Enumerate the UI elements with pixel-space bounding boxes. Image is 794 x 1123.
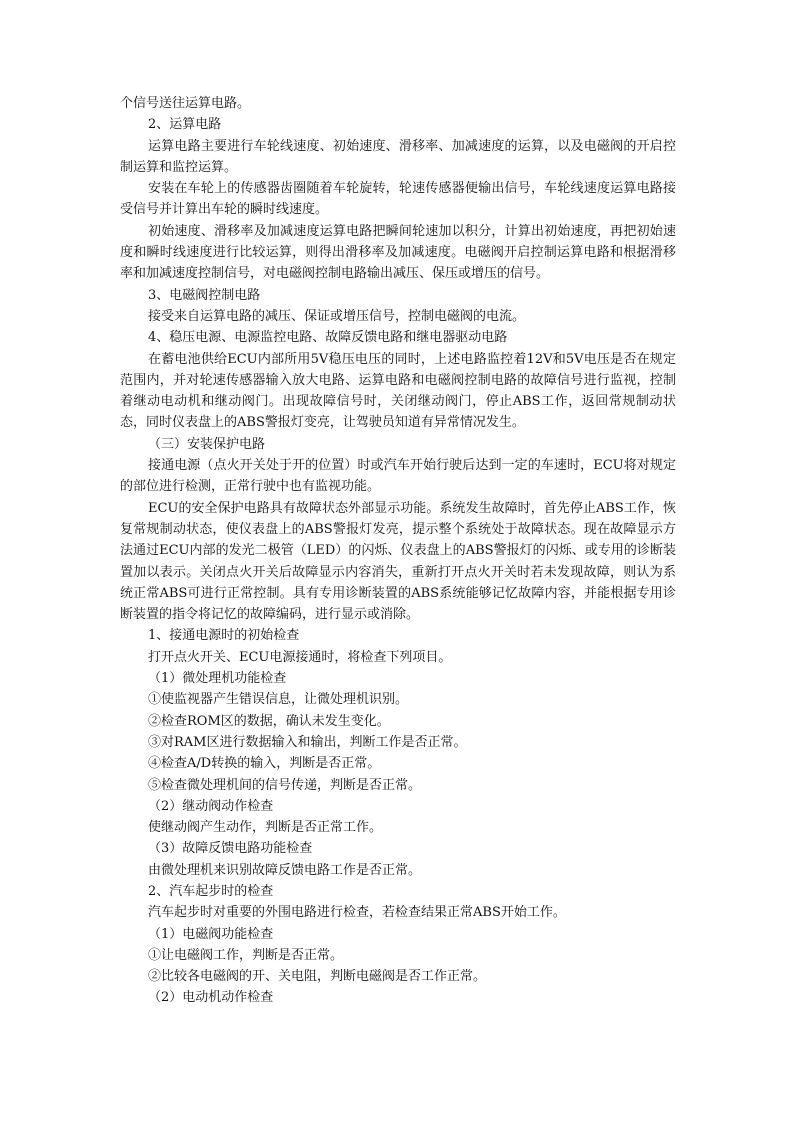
section-heading: （三）安装保护电路 [148,436,266,452]
subsection-heading: （3）故障反馈电路功能检查 [148,841,313,857]
paragraph: 由微处理机来识别故障反馈电路工作是否正常。 [148,862,422,878]
list-item: ①让电磁阀工作，判断是否正常。 [148,947,344,963]
section-heading: 2、汽车起步时的检查 [148,883,274,899]
section-heading: 1、接通电源时的初始检查 [148,628,300,644]
paragraph: 运算电路主要进行车轮线速度、初始速度、滑移率、加减速度的运算，以及电磁阀的开启控制运算和监控运算。 [120,138,676,175]
section-heading: 3、电磁阀控制电路 [148,287,261,303]
list-item: ②检查ROM区的数据，确认未发生变化。 [148,713,390,729]
paragraph: 汽车起步时对重要的外围电路进行检查，若检查结果正常ABS开始工作。 [148,905,566,921]
paragraph: 初始速度、滑移率及加减速度运算电路把瞬间轮速加以积分，计算出初始速度，再把初始速度和瞬时线速度进行比较运算，则得出滑移率及加减速度。电磁阀开启控制运算电路和根据滑移率和加减速度控制信号，对电磁阀控制电路输出减压、保压或增压的信号。 [120,223,676,282]
paragraph: ECU的安全保护电路具有故障状态外部显示功能。系统发生故障时，首先停止ABS工作，恢复常规制动状态，使仪表盘上的ABS警报灯发亮，提示整个系统处于故障状态。现在故障显示方法通过ECU内部的发光二极管（LED）的闪烁、仪表盘上的ABS警报灯的闪烁、或专用的诊断装置加以表示。关闭点火开关后故障显示内容消失，重新打开点火开关时若未发现故障，则认为系统正常ABS可进行正常控制。具有专用诊断装置的ABS系统能够记忆故障内容，并能根据专用诊断装置的指令将记忆的故障编码，进行显示或消除。 [120,500,676,623]
paragraph: 接受来自运算电路的减压、保证或增压信号，控制电磁阀的电流。 [148,308,526,324]
paragraph: 个信号送往运算电路。 [120,96,251,111]
list-item: ③对RAM区进行数据输入和输出，判断工作是否正常。 [148,734,467,750]
subsection-heading: （2）继动阀动作检查 [148,798,274,814]
subsection-heading: （1）电磁阀功能检查 [148,926,274,942]
list-item: ⑤检查微处理机间的信号传递，判断是否正常。 [148,777,422,793]
section-heading: 2、运算电路 [148,117,222,133]
list-item: ②比较各电磁阀的开、关电阻，判断电磁阀是否工作正常。 [148,969,487,985]
list-item: ④检查A/D转换的输入，判断是否正常。 [148,756,381,772]
section-heading: 4、稳压电源、电源监控电路、故障反馈电路和继电器驱动电路 [148,330,508,346]
document-body [120,93,676,1009]
subsection-heading: （1）微处理机功能检查 [148,671,287,687]
paragraph: 使继动阀产生动作，判断是否正常工作。 [148,820,383,836]
paragraph: 在蓄电池供给ECU内部所用5V稳压电压的同时，上述电路监控着12V和5V电压是否在规定范围内，并对轮速传感器输入放大电路、运算电路和电磁阀控制电路的故障信号进行监视，控制着继动电动机和继动阀门。出现故障信号时，关闭继动阀门，停止ABS工作，返回常规制动状态，同时仪表盘上的ABS警报灯变亮，让驾驶员知道有异常情况发生。 [120,351,676,431]
paragraph: 打开点火开关、ECU电源接通时，将检查下列项目。 [148,649,452,665]
paragraph: 接通电源（点火开关处于开的位置）时或汽车开始行驶后达到一定的车速时，ECU将对规定的部位进行检测，正常行驶中也有监视功能。 [120,458,676,495]
list-item: ①使监视器产生错误信息，让微处理机识别。 [148,692,409,708]
paragraph: 安装在车轮上的传感器齿圈随着车轮旋转，轮速传感器便输出信号，车轮线速度运算电路接受信号并计算出车轮的瞬时线速度。 [120,181,676,218]
subsection-heading: （2）电动机动作检查 [148,990,274,1006]
